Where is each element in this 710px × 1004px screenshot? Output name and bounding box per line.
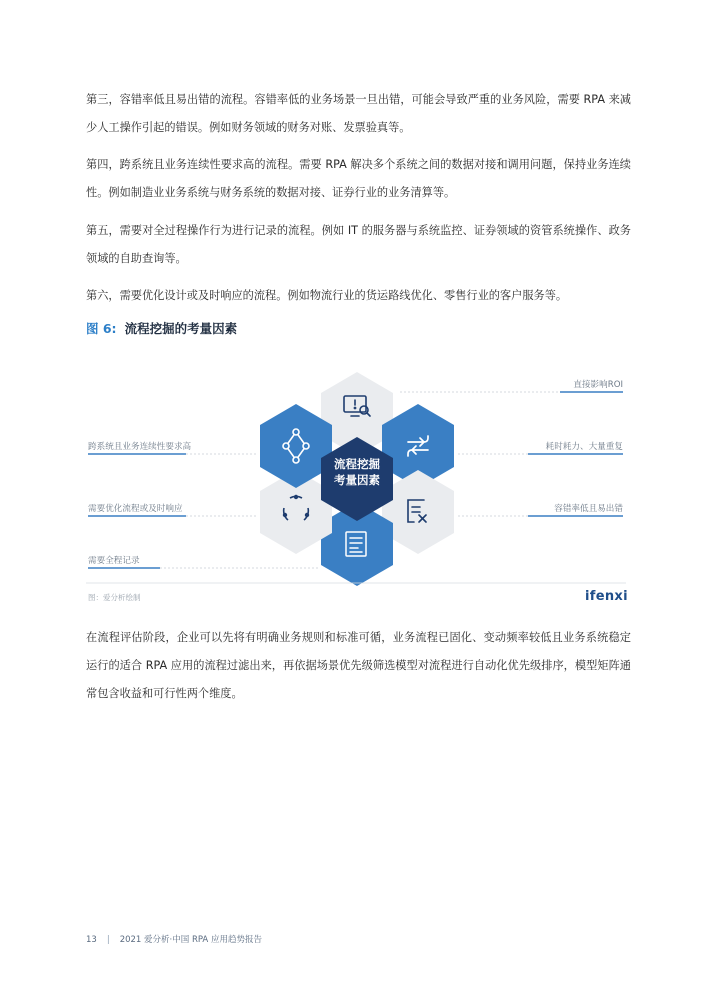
paragraph-bottom: 在流程评估阶段，企业可以先将有明确业务规则和标准可循，业务流程已固化、变动频率较低且业务系统稳定运行的适合 RPA 应用的流程过滤出来，再依据场景优先级筛选模型对流程进行自动化优先级排序，模型矩阵通常包含收益和可行性两个维度。 xyxy=(86,631,631,700)
paragraph-4: 第四，跨系统且业务连续性要求高的流程。需要 RPA 解决多个系统之间的数据对接和调用问题，保持业务连续性。例如制造业业务系统与财务系统的数据对接、证券行业的业务清算等。 xyxy=(86,158,631,199)
paragraph-5: 第五，需要对全过程操作行为进行记录的流程。例如 IT 的服务器与系统监控、证券领域的资管系统操作、政务领域的自助查询等。 xyxy=(86,224,631,265)
center-hex-label xyxy=(316,456,398,488)
report-title: 2021 爱分析·中国 RPA 应用趋势报告 xyxy=(119,935,262,945)
page-number: 13 xyxy=(86,935,97,945)
label-full-record: 需要全程记录 xyxy=(88,556,140,566)
figure-title-text: 流程挖掘的考量因素 xyxy=(124,321,238,336)
brand-logo: ifenxi xyxy=(585,589,628,604)
label-direct-roi: 直接影响ROI xyxy=(573,380,623,390)
footer-separator: | xyxy=(106,935,110,945)
paragraph-3: 第三，容错率低且易出错的流程。容错率低的业务场景一旦出错，可能会导致严重的业务风险，需要 RPA 来减少人工操作引起的错误。例如财务领域的财务对账、发票验真等。 xyxy=(86,93,631,134)
page-footer xyxy=(86,933,262,945)
label-cross-system: 跨系统且业务连续性要求高 xyxy=(88,442,192,452)
label-optimize-respond: 需要优化流程或及时响应 xyxy=(88,504,183,514)
label-low-tolerance: 容错率低且易出错 xyxy=(554,504,623,514)
label-time-consuming: 耗时耗力、大量重复 xyxy=(545,442,623,452)
figure-source: 图：爱分析绘制 xyxy=(88,593,141,602)
center-line-1: 流程挖掘 xyxy=(334,457,380,471)
paragraph-6: 第六，需要优化设计或及时响应的流程。例如物流行业的货运路线优化、零售行业的客户服务等。 xyxy=(86,289,568,302)
center-line-2: 考量因素 xyxy=(334,473,380,487)
figure-label: 图 6: xyxy=(86,321,117,336)
